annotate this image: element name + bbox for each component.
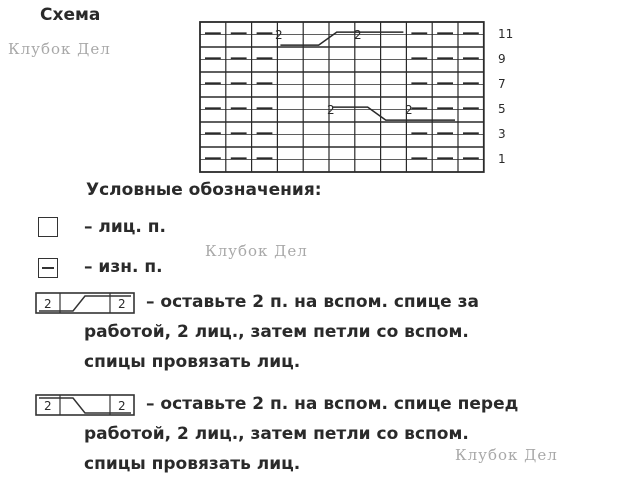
cable-label: 2	[327, 103, 335, 117]
row-number: 5	[498, 102, 506, 116]
legend-heading: Условные обозначения:	[86, 180, 322, 200]
purl-symbol-icon	[38, 258, 58, 278]
knitting-chart	[0, 0, 620, 190]
legend-cable-back-line: спицы провязать лиц.	[84, 352, 301, 372]
knit-symbol-icon	[38, 217, 58, 237]
cable-label: 2	[354, 28, 362, 42]
cable-label: 2	[275, 28, 283, 42]
legend-cable-front-line: работой, 2 лиц., затем петли со вспом.	[84, 424, 469, 444]
row-number: 9	[498, 52, 506, 66]
row-number: 7	[498, 77, 506, 91]
watermark-bottom: Клубок Дел	[455, 446, 558, 464]
row-number: 1	[498, 152, 506, 166]
legend-cable-front-line: – оставьте 2 п. на вспом. спице перед	[146, 394, 519, 414]
row-numbers	[498, 27, 513, 166]
cable-front-label: 2	[44, 399, 52, 413]
scheme-title: Схема	[40, 5, 101, 25]
cable-front-label: 2	[118, 399, 126, 413]
legend-cable-front-line: спицы провязать лиц.	[84, 454, 301, 474]
cable-back-symbol-icon	[35, 292, 135, 314]
cable-back-label: 2	[118, 297, 126, 311]
legend-knit-text: – лиц. п.	[84, 217, 166, 237]
legend-cable-back-line: – оставьте 2 п. на вспом. спице за	[146, 292, 479, 312]
chart-grid	[200, 22, 484, 172]
cable-back-label: 2	[44, 297, 52, 311]
watermark-middle: Клубок Дел	[205, 242, 308, 260]
legend-purl-text: – изн. п.	[84, 257, 163, 277]
cable-front-symbol-icon	[35, 394, 135, 416]
row-number: 3	[498, 127, 506, 141]
watermark-top: Клубок Дел	[8, 40, 111, 58]
row-number: 11	[498, 27, 514, 41]
legend-cable-back-line: работой, 2 лиц., затем петли со вспом.	[84, 322, 469, 342]
cable-label: 2	[405, 103, 413, 117]
